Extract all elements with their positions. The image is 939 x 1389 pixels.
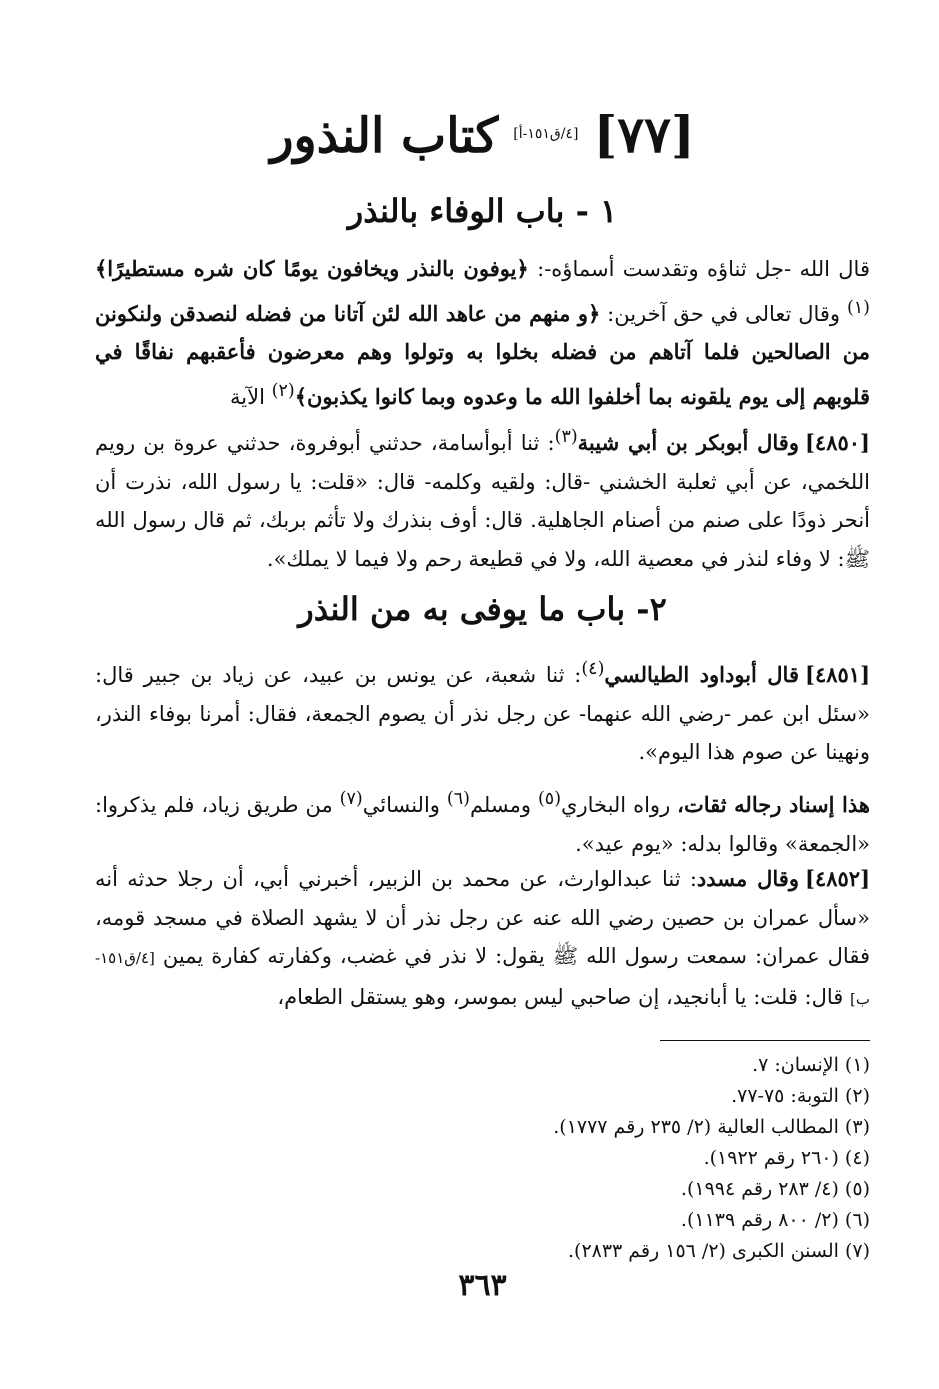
chapter-1-heading: ١ - باب الوفاء بالنذر — [347, 192, 618, 230]
page-number: ٣٦٣ — [458, 1268, 507, 1303]
quran-verse-2: ﴿و منهم من عاهد الله لئن آتانا من فضله لنصدقن ولنكونن من الصالحين فلما آتاهم من فضله بخلوا به وتولوا وهم معرضون فأعقبهم نفاقًا في قلوبهم إلى يوم يلقونه بما أخلفوا الله ما وعدوه وبما كانوا يكذبون﴾ — [95, 300, 870, 409]
hadith-text: : ثنا شعبة، عن يونس بن عبيد، عن زياد بن جبير قال: «سئل ابن عمر -رضي الله عنهما- عن رجل نذر أن يصوم الجمعة، فقال: أمرنا بوفاء النذر، ونهينا عن صوم هذا اليوم». — [95, 663, 870, 764]
footnote-marker: (٣) — [554, 427, 578, 447]
hadith-text: : ثنا أبوأسامة، حدثني أبوفروة، حدثني عروة بن رويم اللخمي، عن أبي ثعلبة الخشني -قال: ولقيه وكلمه- قال: «قلت: يا رسول الله، نذرت أن أنحر ذودًا على صنم من أصنام الجاهلية. قال: أوف بنذرك ولا تأثم بربك، ثم قال رسول الله ﷺ: لا وفاء لنذر في معصية الله، ولا في قطيعة رحم ولا فيما لا يملك». — [95, 431, 870, 571]
intro-text: قال الله -جل ثناؤه وتقدست أسماؤه-: — [528, 257, 870, 281]
footnotes — [95, 1050, 870, 1267]
chain-grading — [95, 780, 870, 863]
grading-verdict: هذا إسناد رجاله ثقات، — [677, 792, 870, 817]
footnote-divider — [660, 1040, 870, 1041]
hadith-narrator: وقال أبوبكر بن أبي شيبة — [577, 430, 799, 455]
book-title-row — [95, 105, 870, 175]
hadith-number: [٤٨٥٠] — [804, 430, 870, 455]
hadith-number: [٤٨٥١] — [805, 662, 870, 687]
footnote-marker: (١) — [846, 297, 870, 318]
footnote: (٣) المطالب العالية (٢/ ٢٣٥ رقم ١٧٧٧). — [553, 1116, 870, 1138]
intro-text: وقال تعالى في حق آخرين: — [600, 301, 847, 326]
footnote: (٢) التوبة: ٧٥-٧٧. — [731, 1085, 870, 1107]
quran-verse-1: ﴿يوفون بالنذر ويخافون يومًا كان شره مستطيرًا﴾ — [95, 256, 529, 281]
book-number: [٧٧] — [593, 105, 695, 164]
grading-text: والنسائي — [362, 793, 447, 817]
intro-text: الآية — [230, 384, 272, 409]
hadith-text: قال: قلت: يا أبانجيد، إن صاحبي ليس بموسر، وهو يستقل الطعام، — [277, 984, 851, 1009]
footnote: (٤) (٢٦٠ رقم ١٩٢٢). — [703, 1147, 870, 1169]
grading-text: من طريق زياد، فلم يذكروا: «الجمعة» وقالوا بدله: «يوم عيد». — [95, 793, 870, 856]
footnote: (٦) (٢/ ٨٠٠ رقم ١١٣٩). — [680, 1209, 870, 1231]
hadith-4851 — [95, 650, 870, 772]
chapter-1-intro — [95, 250, 870, 416]
manuscript-reference: [٤/ق١٥١-ب] — [95, 949, 870, 1008]
footnote: (١) الإنسان: ٧. — [752, 1054, 870, 1076]
footnote-marker: (٢) — [271, 380, 295, 401]
footnote-marker: (٦) — [446, 789, 470, 809]
footnote: (٧) السنن الكبرى (٢/ ١٥٦ رقم ٢٨٣٣). — [567, 1240, 870, 1262]
chapter-2-heading: ٢- باب ما يوفى به من النذر — [298, 590, 667, 628]
hadith-number: [٤٨٥٢] — [805, 866, 870, 891]
grading-text: رواه البخاري — [561, 793, 678, 817]
footnote-marker: (٥) — [537, 789, 562, 809]
hadith-narrator: قال أبوداود الطيالسي — [604, 662, 799, 687]
manuscript-reference: [٤/ق١٥١-أ] — [513, 126, 579, 142]
hadith-4850 — [95, 418, 870, 578]
footnote-marker: (٧) — [339, 789, 363, 809]
hadith-narrator: وقال مسدد — [696, 866, 799, 891]
grading-text: ومسلم — [469, 793, 538, 817]
hadith-4852 — [95, 860, 870, 1018]
footnote: (٥) (٤/ ٢٨٣ رقم ١٩٩٤). — [680, 1178, 870, 1200]
footnote-marker: (٤) — [581, 659, 605, 679]
hadith-text: : ثنا عبدالوارث، عن محمد بن الزبير، أخبرني أبي، أن رجلا حدثه أنه «سأل عمران بن حصين رضي الله عنه عن رجل نذر أن لا يشهد الصلاة في مسجد قومه، فقال عمران: سمعت رسول الله ﷺ يقول: لا نذر في غضب، وكفارته كفارة يمين — [95, 867, 870, 968]
book-title: كتاب النذور — [270, 108, 499, 164]
